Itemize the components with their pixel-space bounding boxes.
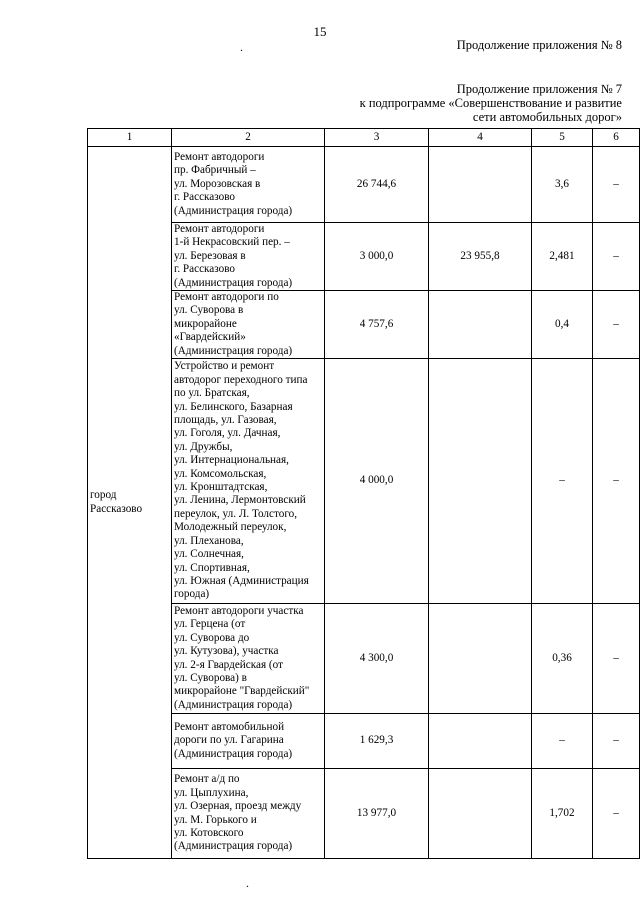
description-line: ул. 2-я Гвардейская (от: [174, 658, 283, 671]
description-cell: [172, 359, 325, 604]
header-cell: 6: [593, 129, 640, 147]
header-cell: 4: [429, 129, 532, 147]
column-6-cell: –: [593, 359, 640, 604]
appendix-7-continuation: [360, 82, 622, 124]
bottom-mark: .: [246, 876, 249, 890]
description-cell: [172, 604, 325, 714]
header-cell: 2: [172, 129, 325, 147]
description-line: ул. Кронштадтская,: [174, 481, 268, 494]
column-6-cell: –: [593, 714, 640, 769]
length-km-cell: 1,702: [532, 769, 593, 859]
description-line: ул. Комсомольская,: [174, 467, 267, 480]
header-cell: 3: [325, 129, 429, 147]
description-line: г. Рассказово: [174, 191, 236, 204]
description-line: ул. Цыплухина,: [174, 786, 249, 799]
additional-amount-cell: [429, 147, 532, 223]
description-line: пр. Фабричный –: [174, 164, 256, 177]
description-line: (Администрация города): [174, 698, 293, 711]
description-line: ул. Котовского: [174, 826, 244, 839]
length-km-cell: 0,4: [532, 291, 593, 359]
description-line: по ул. Братская,: [174, 387, 250, 400]
description-line: микрорайоне: [174, 317, 237, 330]
description-line: ул. Ленина, Лермонтовский: [174, 494, 306, 507]
additional-amount-cell: 23 955,8: [429, 223, 532, 291]
appendix-7-line-2: к подпрограмме «Совершенствование и развитие: [359, 96, 622, 110]
appendix-7-line-1: Продолжение приложения № 7: [456, 82, 622, 96]
description-line: переулок, ул. Л. Толстого,: [174, 507, 298, 520]
description-line: ул. Суворова до: [174, 631, 250, 644]
description-line: Ремонт автодороги по: [174, 291, 279, 304]
column-6-cell: –: [593, 291, 640, 359]
funding-amount-cell: 1 629,3: [325, 714, 429, 769]
description-line: (Администрация города): [174, 344, 293, 357]
appendix-8-continuation: Продолжение приложения № 8: [456, 38, 622, 52]
description-line: ул. Интернациональная,: [174, 454, 289, 467]
stray-mark: .: [240, 40, 243, 54]
description-line: ул. Солнечная,: [174, 548, 244, 561]
description-line: ул. Суворова в: [174, 304, 244, 317]
description-line: площадь, ул. Газовая,: [174, 414, 277, 427]
description-line: дороги по ул. Гагарина: [174, 734, 284, 747]
description-cell: [172, 223, 325, 291]
funding-amount-cell: 4 300,0: [325, 604, 429, 714]
description-line: ул. Белинского, Базарная: [174, 400, 293, 413]
description-line: ул. Озерная, проезд между: [174, 800, 302, 813]
length-km-cell: 2,481: [532, 223, 593, 291]
description-line: ул. Березовая в: [174, 249, 246, 262]
description-line: Молодежный переулок,: [174, 521, 287, 534]
description-line: ул. Морозовская в: [174, 177, 261, 190]
additional-amount-cell: [429, 359, 532, 604]
column-6-cell: –: [593, 604, 640, 714]
description-line: г. Рассказово: [174, 263, 236, 276]
appendix-7-line-3: сети автомобильных дорог»: [472, 110, 622, 124]
description-line: Ремонт автодороги: [174, 150, 265, 163]
length-km-cell: 0,36: [532, 604, 593, 714]
header-cell: 5: [532, 129, 593, 147]
description-line: Ремонт а/д по: [174, 773, 240, 786]
city-line: город: [90, 489, 117, 502]
funding-amount-cell: 13 977,0: [325, 769, 429, 859]
description-line: Устройство и ремонт: [174, 360, 275, 373]
description-line: ул. Герцена (от: [174, 618, 246, 631]
description-line: ул. Дружбы,: [174, 440, 233, 453]
description-line: (Администрация города): [174, 747, 293, 760]
funding-amount-cell: 4 757,6: [325, 291, 429, 359]
description-cell: [172, 714, 325, 769]
city-line: Рассказово: [90, 502, 143, 515]
description-line: «Гвардейский»: [174, 331, 246, 344]
description-line: микрорайоне "Гвардейский": [174, 685, 310, 698]
page-number: 15: [313, 24, 327, 39]
header-cell: 1: [88, 129, 172, 147]
length-km-cell: 3,6: [532, 147, 593, 223]
city-cell: [88, 147, 172, 859]
description-line: (Администрация города): [174, 204, 293, 217]
description-line: Ремонт автодороги: [174, 223, 265, 235]
column-6-cell: –: [593, 147, 640, 223]
description-line: Ремонт автодороги участка: [174, 604, 304, 617]
header-row: [88, 129, 640, 147]
description-line: ул. М. Горького и: [174, 813, 257, 826]
description-cell: [172, 147, 325, 223]
funding-amount-cell: 4 000,0: [325, 359, 429, 604]
column-6-cell: –: [593, 223, 640, 291]
funding-amount-cell: 26 744,6: [325, 147, 429, 223]
funding-amount-cell: 3 000,0: [325, 223, 429, 291]
description-cell: [172, 769, 325, 859]
description-line: Ремонт автомобильной: [174, 720, 285, 733]
description-line: ул. Гоголя, ул. Дачная,: [174, 427, 281, 440]
program-table: [87, 128, 640, 859]
description-line: ул. Спортивная,: [174, 561, 250, 574]
additional-amount-cell: [429, 604, 532, 714]
length-km-cell: –: [532, 714, 593, 769]
description-line: автодорог переходного типа: [174, 373, 308, 386]
length-km-cell: –: [532, 359, 593, 604]
description-line: ул. Кутузова), участка: [174, 645, 279, 658]
description-line: 1-й Некрасовский пер. –: [174, 236, 290, 249]
column-6-cell: –: [593, 769, 640, 859]
additional-amount-cell: [429, 769, 532, 859]
description-line: (Администрация города): [174, 276, 293, 289]
table-row: [88, 147, 640, 223]
description-line: ул. Суворова) в: [174, 671, 247, 684]
description-cell: [172, 291, 325, 359]
description-line: (Администрация города): [174, 840, 293, 853]
additional-amount-cell: [429, 291, 532, 359]
additional-amount-cell: [429, 714, 532, 769]
description-line: города): [174, 588, 210, 601]
description-line: ул. Южная (Администрация: [174, 574, 309, 587]
description-line: ул. Плеханова,: [174, 534, 244, 547]
